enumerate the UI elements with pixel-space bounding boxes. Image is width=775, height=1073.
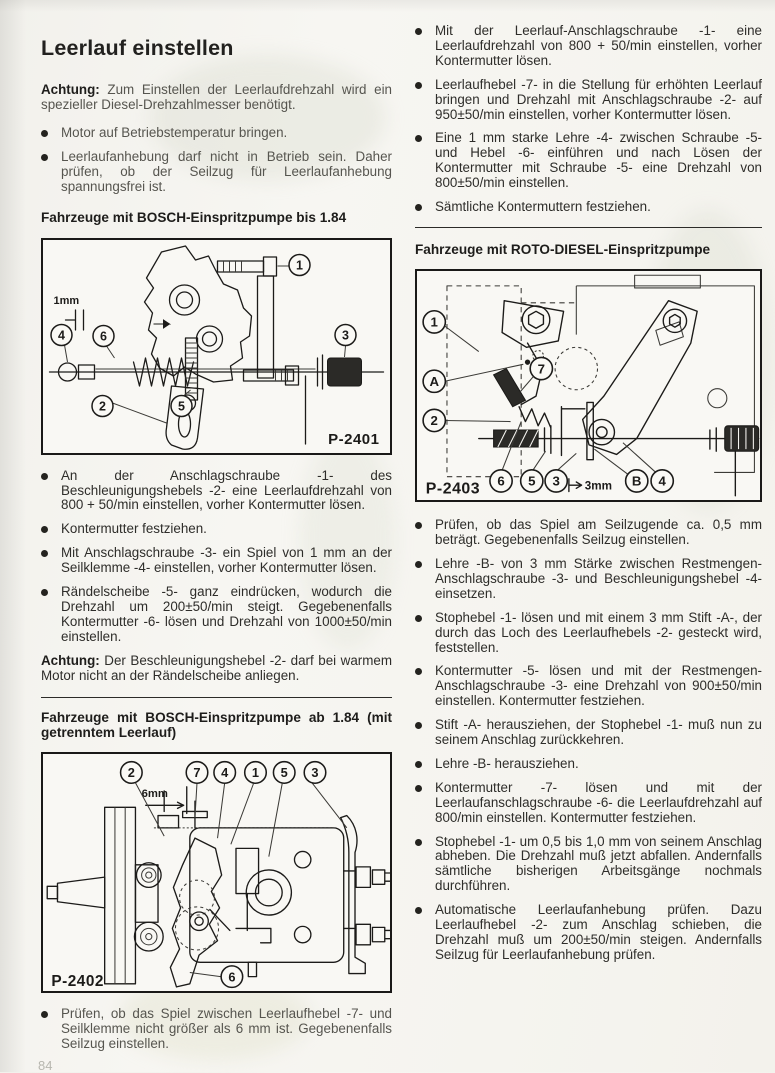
dimension-3mm: 3mm: [584, 479, 613, 493]
svg-text:3: 3: [342, 328, 349, 343]
leader-lines: [135, 783, 346, 977]
list-item: [415, 78, 762, 123]
bullet-text: Prüfen, ob das Spiel am Seilzugende ca. 0,5 mm beträgt. Gegebenenfalls Seilzug einstellen.: [435, 517, 762, 548]
svg-text:5: 5: [280, 765, 288, 781]
svg-text:7: 7: [537, 361, 546, 377]
bullet-icon: [415, 722, 422, 729]
bosch-early-bullet-list: [41, 469, 392, 645]
svg-text:7: 7: [193, 765, 201, 781]
svg-text:4: 4: [658, 473, 666, 489]
fuel-fitting-bottom: [344, 924, 390, 945]
bullet-icon: [41, 550, 48, 557]
list-item: [41, 1007, 392, 1052]
scan-top-shadow: [0, 0, 775, 12]
bullet-text: Kontermutter -5- lösen und mit der Restmengen-Anschlagschraube -3- eine Drehzahl von 900±50/min einstellen. Kontermutter festziehen.: [435, 663, 762, 709]
p2402-drawing: [43, 754, 390, 991]
fuel-fitting-top: [344, 867, 390, 888]
cable-adjuster: [328, 358, 362, 386]
bullet-icon: [415, 761, 422, 768]
roto-diesel-bullet-list: [415, 518, 762, 963]
housing-detail: [656, 322, 684, 345]
right-column: [415, 24, 762, 972]
svg-text:5: 5: [528, 473, 536, 489]
lever-pivot-inner: [195, 917, 203, 925]
l-bracket: [561, 407, 584, 456]
page-title: Leerlauf einstellen: [41, 36, 234, 60]
port-spiral-inner2: [146, 872, 152, 878]
note-text: Der Beschleunigungshebel -2- darf bei warmem Motor nicht an der Rändelscheibe anliegen.: [41, 652, 392, 683]
svg-text:B: B: [631, 473, 642, 489]
list-item: [41, 126, 392, 141]
callout-2: [423, 410, 445, 432]
svg-text:A: A: [429, 374, 440, 390]
bullet-icon: [415, 785, 422, 792]
list-item: [41, 522, 392, 537]
bullet-text: Eine 1 mm starke Lehre -4- zwischen Schraube -5- und Hebel -6- einführen und nach Lösen der Kontermutter mit Schraube -5- eine Drehzahl von 800±50/min einstellen.: [435, 130, 762, 191]
mounting-flange: [105, 807, 136, 983]
svg-text:6: 6: [100, 329, 107, 344]
bosch-late-adjust-bullet-list: [415, 24, 762, 215]
p2403-drawing: [417, 271, 760, 500]
callout-3: [545, 470, 567, 492]
hex-nut-icon: [529, 311, 544, 328]
port-spiral2-inner: [141, 928, 157, 944]
bullet-icon: [415, 135, 422, 142]
left-column: [41, 30, 392, 1061]
inspection-port: [246, 870, 291, 915]
section-heading-bosch-bis-184: Fahrzeuge mit BOSCH-Einspritzpumpe bis 1.84: [41, 210, 347, 226]
callout-1: [423, 311, 445, 333]
bullet-text: Mit Anschlagschraube -3- ein Spiel von 1 mm an der Seilklemme -4- einstellen, vorher Kontermutter lösen.: [61, 545, 392, 576]
bullet-icon: [415, 561, 422, 568]
bullet-text: Prüfen, ob das Spiel zwischen Leerlaufhebel -7- und Seilklemme nicht größer als 6 mm ist. Gegebenenfalls Seilzug einstellen.: [61, 1005, 392, 1051]
list-item: [415, 24, 762, 69]
list-item: [415, 200, 762, 215]
bullet-icon: [415, 522, 422, 529]
washers: [545, 426, 551, 454]
bullet-text: Kontermutter festziehen.: [61, 521, 207, 537]
figure-label: P-2402: [51, 972, 104, 990]
figure-p2403: [415, 269, 762, 502]
bullet-text: Lehre -B- herausziehen.: [435, 755, 579, 771]
hidden-circle: [180, 880, 215, 915]
dimension-6mm: 6mm: [141, 788, 168, 801]
top-nut: [264, 257, 277, 276]
end-washers: [710, 428, 716, 451]
list-item: [415, 781, 762, 826]
bullet-text: Stophebel -1- lösen und mit einem 3 mm Stift -A-, der durch das Loch des Leerlaufhebels -2- gesteckt wird, feststellen.: [435, 609, 762, 655]
list-item: [415, 518, 762, 548]
bullet-text: Leerlaufhebel -7- in die Stellung für erhöhten Leerlauf bringen und Drehzahl mit Anschlagschraube -2- auf 950±50/min einstellen, vorher Kontermutter lösen.: [435, 76, 762, 122]
scan-gutter-shadow: [0, 0, 26, 1072]
list-item: [415, 557, 762, 602]
callout-5: [273, 762, 295, 784]
figure-label: P-2401: [328, 430, 380, 448]
housing-bolt: [708, 389, 727, 408]
list-item: [41, 469, 392, 514]
figure-label: P-2403: [425, 480, 481, 498]
body-bolt: [294, 851, 310, 867]
callout-5: [521, 470, 543, 492]
stud: [248, 962, 256, 976]
pin-point: [525, 360, 530, 365]
port-spiral2: [134, 922, 163, 951]
bullet-icon: [41, 130, 48, 137]
callout-6: [221, 966, 243, 988]
list-item: [415, 131, 762, 191]
callout-A: [423, 370, 445, 392]
bullet-icon: [415, 907, 422, 914]
dimension-ticks: [569, 479, 582, 492]
list-item: [415, 903, 762, 963]
bullet-icon: [41, 1011, 48, 1018]
note-warm-engine: [41, 654, 392, 684]
svg-text:1: 1: [430, 314, 438, 330]
bullet-text: Leerlaufanhebung darf nicht in Betrieb sein. Daher prüfen, ob der Seilzug für Leerlaufanhebung spannungsfrei ist.: [61, 148, 392, 194]
port-spiral-inner: [142, 868, 156, 882]
section-heading-roto-diesel: Fahrzeuge mit ROTO-DIESEL-Einspritzpumpe: [415, 241, 711, 257]
callout-3: [304, 762, 326, 784]
list-item: [415, 664, 762, 709]
list-item: [41, 585, 392, 645]
bullet-text: Stophebel -1- um 0,5 bis 1,0 mm von seinem Anschlag abheben. Die Drehzahl muß jetzt abfallen. Andernfalls sämtliche bisherigen Arbeitsgänge nochmals durchführen.: [435, 833, 762, 894]
list-item: [41, 150, 392, 195]
callout-2: [121, 762, 143, 784]
bottom-linkage: [236, 893, 271, 942]
callout-4: [651, 470, 673, 492]
direction-arrow-icon: [154, 320, 170, 328]
bullet-icon: [415, 839, 422, 846]
callout-1: [289, 254, 310, 275]
callout-6: [490, 470, 512, 492]
note-text: Zum Einstellen der Leerlaufdrehzahl wird ein spezieller Diesel-Drehzahlmesser benötigt.: [41, 82, 392, 112]
callout-7: [530, 358, 552, 380]
bullet-icon: [415, 204, 422, 211]
list-item: [415, 718, 762, 748]
svg-text:6: 6: [228, 969, 236, 985]
bullet-icon: [41, 154, 48, 161]
note-label: Achtung:: [41, 82, 100, 97]
bracket-bore2: [197, 326, 223, 352]
svg-text:6: 6: [497, 473, 505, 489]
preparation-bullet-list: [41, 126, 392, 195]
screw-threads: [224, 261, 242, 272]
link-rod: [258, 276, 274, 378]
bullet-text: Kontermutter -7- lösen und mit der Leerlaufanschlagschraube -6- die Leerlaufdrehzahl auf 800/min einstellen. Kontermutter festziehen.: [435, 779, 762, 825]
bullet-icon: [415, 28, 422, 35]
hex-bolt-icon: [670, 315, 681, 328]
list-item: [415, 835, 762, 895]
svg-text:1: 1: [251, 765, 260, 781]
bullet-text: Sämtliche Kontermuttern festziehen.: [435, 199, 651, 215]
cam-circle: [555, 348, 597, 390]
bullet-text: Rändelscheibe -5- ganz eindrücken, wodurch die Drehzahl um 200±50/min steigt. Gegebenenfalls Kontermutter -6- lösen und Drehzahl von 1000±50/min einstellen.: [61, 584, 392, 644]
bullet-icon: [41, 526, 48, 533]
figure-p2401: [41, 238, 392, 455]
svg-text:1: 1: [296, 258, 303, 273]
dimension-1mm: 1mm: [53, 294, 80, 307]
p2401-drawing: [43, 240, 390, 453]
section-divider: [41, 697, 392, 698]
section-heading-bosch-ab-184: Fahrzeuge mit BOSCH-Einspritzpumpe ab 1.84 (mit getrenntem Leerlauf): [41, 709, 392, 740]
bosch-late-bullet-list: [41, 1007, 392, 1052]
page-number: 84: [38, 1058, 53, 1073]
callout-4: [214, 762, 236, 784]
bullet-text: An der Anschlagschraube -1- des Beschleunigungshebels -2- eine Leerlaufdrehzahl von 800 + 50/min einstellen, vorher Kontermutter lösen.: [61, 467, 392, 513]
bullet-text: Motor auf Betriebstemperatur bringen.: [61, 124, 288, 140]
bullet-text: Stift -A- herausziehen, der Stophebel -1- muß nun zu seinem Anschlag zurückkehren.: [435, 717, 762, 748]
bullet-icon: [415, 668, 422, 675]
bullet-icon: [41, 589, 48, 596]
svg-text:3: 3: [311, 765, 319, 781]
bracket-bore2-inner: [203, 332, 217, 346]
svg-text:5: 5: [178, 399, 185, 414]
svg-text:2: 2: [127, 765, 135, 781]
callout-7: [186, 762, 208, 784]
stop-lever-nut: [522, 306, 550, 334]
top-stop-screw: [218, 261, 264, 272]
port-spiral2-inner2: [146, 933, 152, 939]
bullet-icon: [41, 473, 48, 480]
flange-lines: [115, 807, 125, 983]
section-divider: [415, 227, 762, 228]
shaft-tip: [47, 886, 57, 898]
lever-bolt: [663, 309, 686, 332]
lever-pivot-inner: [596, 427, 607, 438]
bracket-bore-inner: [177, 292, 193, 308]
list-item: [41, 546, 392, 576]
note-special-tachometer: [41, 83, 392, 113]
callout-4: [51, 324, 72, 345]
callout-6: [93, 325, 114, 346]
callout-2: [92, 395, 113, 416]
svg-text:2: 2: [430, 413, 438, 429]
callout-1: [245, 762, 267, 784]
callout-3: [335, 324, 356, 345]
callout-5: [171, 395, 192, 416]
callout-B: [626, 470, 648, 492]
stop-lever: [502, 301, 563, 348]
bullet-text: Automatische Leerlaufanhebung prüfen. Dazu Leerlaufhebel -2- zum Anschlag schieben, die Drehzahl muß um 200±50/min steigen. Andernfalls Seilzug für Leerlaufanhebung prüfen.: [435, 902, 762, 962]
svg-text:2: 2: [99, 399, 106, 414]
drive-shaft: [57, 877, 104, 908]
body-bolt2: [294, 926, 310, 942]
note-label: Achtung:: [41, 652, 100, 668]
cable-clamp: [158, 815, 179, 827]
svg-text:3: 3: [552, 473, 560, 489]
return-spring: [519, 407, 551, 428]
bullet-icon: [415, 82, 422, 89]
bullet-text: Lehre -B- von 3 mm Stärke zwischen Restmengen-Anschlagschraube -3- und Beschleunigungshebel -4- einsetzen.: [435, 555, 762, 601]
inspection-port-inner: [255, 879, 282, 906]
bullet-text: Mit der Leerlauf-Anschlagschraube -1- eine Leerlaufdrehzahl von 800 + 50/min einstellen, vorher Kontermutter lösen.: [435, 23, 762, 68]
list-item: [415, 611, 762, 656]
lever-pin: [210, 910, 229, 931]
list-item: [415, 757, 762, 772]
bullet-icon: [415, 615, 422, 622]
bracket-bore: [170, 285, 200, 315]
figure-p2402: [41, 752, 392, 993]
svg-text:4: 4: [58, 328, 65, 343]
svg-text:4: 4: [221, 765, 229, 781]
